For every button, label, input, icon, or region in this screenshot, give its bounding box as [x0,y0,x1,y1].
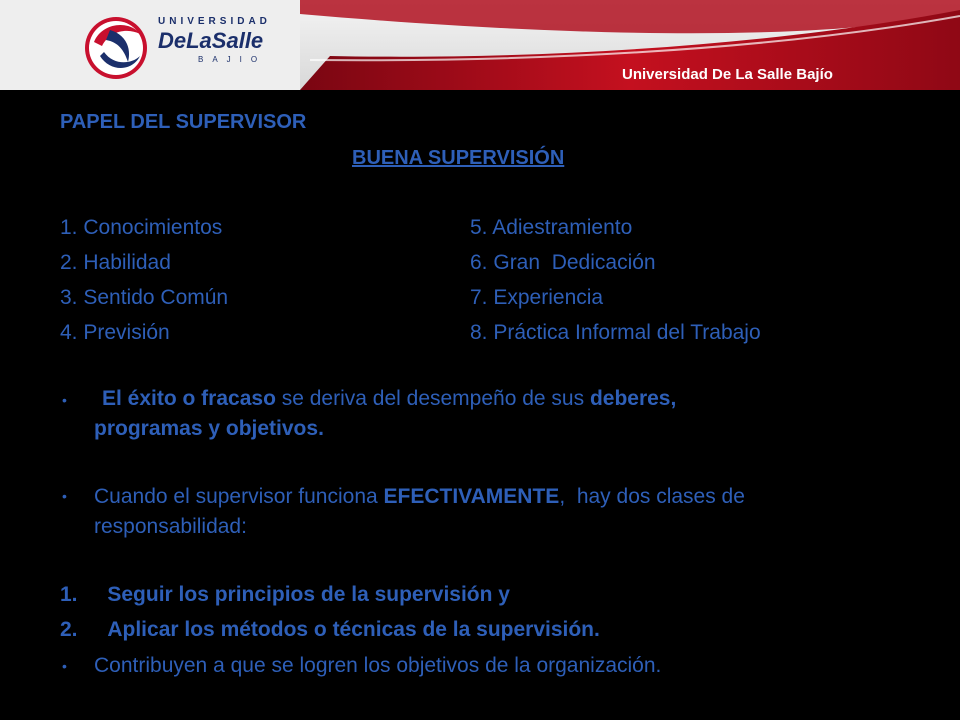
list-item [60,321,170,345]
bold-phrase: EFECTIVAMENTE [383,485,560,508]
list-item [60,216,222,240]
bullet-paragraph-effective [94,484,894,509]
bullet-glyph: • [62,658,67,674]
list-text: Experiencia [493,286,604,309]
list-text: Habilidad [83,251,171,274]
list-text: Sentido Común [83,286,229,309]
logo-line-delasalle: DeLaSalle [158,28,264,53]
text-phrase: , hay dos clases de [559,485,745,508]
slide-header [0,0,960,90]
list-text: Gran Dedicación [493,251,656,274]
bullet-paragraph-effective-line2: responsabilidad: [94,515,247,538]
numbered-item [60,618,600,642]
bold-phrase: El éxito o fracaso [102,387,276,410]
list-text: Adiestramiento [492,216,633,239]
numbered-index: 2. [60,618,78,641]
numbered-text: Aplicar los métodos o técnicas de la supervisión. [107,618,600,641]
list-text: Previsión [83,321,170,344]
list-item [470,286,603,310]
bold-phrase: deberes, [589,387,677,410]
list-text: Práctica Informal del Trabajo [493,321,761,344]
bullet-paragraph-success-line2: programas y objetivos. [94,417,324,440]
logo-line-universidad: UNIVERSIDAD [158,16,271,27]
text-phrase: se deriva del desempeño de sus [275,387,590,410]
bullet-paragraph-success [102,386,902,411]
bullet-glyph: • [62,488,67,504]
list-text: Conocimientos [83,216,223,239]
list-number: 8. [470,321,488,344]
list-item [470,251,656,275]
bullet-paragraph-objectives: Contribuyen a que se logren los objetivos de la organización. [94,654,662,677]
list-number: 5. [470,216,488,239]
list-item [470,216,632,240]
text-phrase: Cuando el supervisor funciona [94,485,384,508]
list-number: 1. [60,216,78,239]
list-item [60,251,171,275]
list-number: 4. [60,321,78,344]
list-number: 6. [470,251,488,274]
list-number: 2. [60,251,78,274]
list-item [60,286,228,310]
bullet-glyph: • [62,392,67,408]
list-item [470,321,761,345]
numbered-text: Seguir los principios de la supervisión y [107,583,510,606]
list-number: 3. [60,286,78,309]
header-title: Universidad De La Salle Bajío [622,66,833,83]
list-number: 7. [470,286,488,309]
logo-line-bajio: BAJIO [198,55,267,64]
logo-wordmark [158,16,271,64]
slide-heading: PAPEL DEL SUPERVISOR [60,111,307,133]
slide-subheading: BUENA SUPERVISIÓN [352,147,565,169]
numbered-index: 1. [60,583,78,606]
numbered-item [60,583,510,607]
slide-content [0,90,960,720]
